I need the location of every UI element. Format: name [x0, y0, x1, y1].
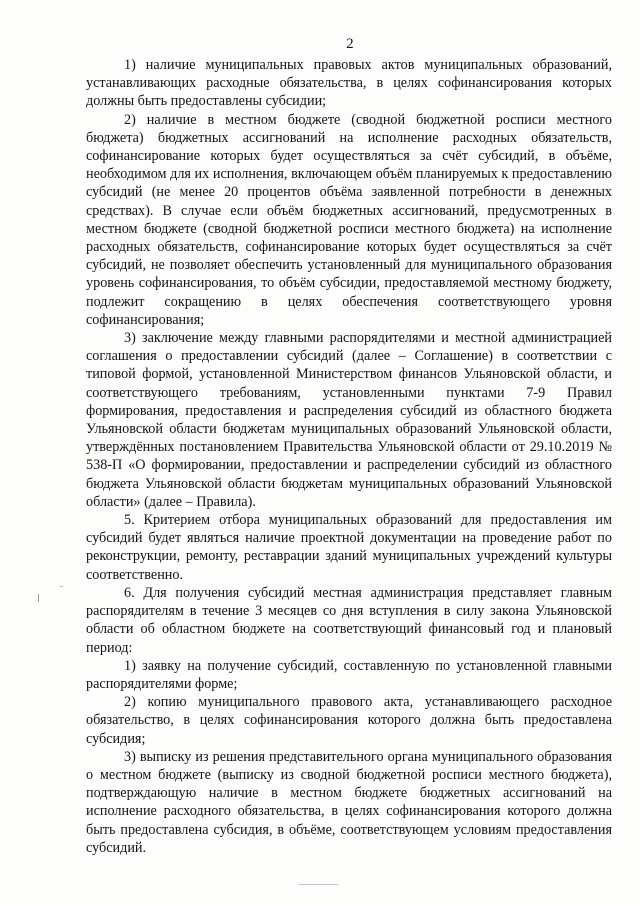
scan-artifact-dash [60, 586, 63, 591]
paragraph-document-2: 2) копию муниципального правового акта, устанавливающего расходное обязательство, в целях софинансирования которого должна быть предоставлена субсидия; [86, 694, 612, 747]
paragraph-condition-1: 1) наличие муниципальных правовых актов муниципальных образований, устанавливающих расходные обязательства, в целях софинансирования которых должны быть предоставлены субсидии; [86, 57, 612, 110]
document-body [86, 56, 612, 857]
paragraph-condition-3: 3) заключение между главными распорядителями и местной администрацией соглашения о предоставлении субсидий (далее – Соглашение) в соответствии с типовой формой, установленной Министерством финансов Ульяновской области, и соответствующего требованиям, установленными пунктами 7-9 Правил формирования, предоставления и распределения субсидий из областного бюджета Ульяновской области бюджетам муниципальных образований Ульяновской области, утверждённых постановлением Правительства Ульяновской области от 29.10.2019 № 538-П «О формировании, предоставлении и распределении субсидий из областного бюджета Ульяновской области бюджетам муниципальных образований Ульяновской области» (далее – Правила). [86, 330, 612, 510]
paragraph-selection-criterion: 5. Критерием отбора муниципальных образований для предоставления им субсидий будет являться наличие проектной документации на проведение работ по реконструкции, ремонту, реставрации зданий муниципальных учреждений культуры соответственно. [86, 512, 612, 583]
paragraph-document-3: 3) выписку из решения представительного органа муниципального образования о местном бюджете (выписку из сводной бюджетной росписи местного бюджета), подтверждающую наличие в местном бюджете бюджетных ассигнований на исполнение расходного обязательства, в целях софинансирования которого должна быть предоставлена субсидия, в объёме, соответствующем условиям предоставления субсидий. [86, 748, 612, 856]
page-number: 2 [346, 36, 354, 52]
paragraph-document-1: 1) заявку на получение субсидий, составленную по установленной главными распорядителями форме; [86, 657, 612, 692]
scan-artifact-mark [38, 594, 42, 602]
scan-artifact-bottom [298, 884, 338, 885]
paragraph-submission-requirements: 6. Для получения субсидий местная администрация представляет главным распорядителям в течение 3 месяцев со дня вступления в силу закона Ульяновской области об областном бюджете на соответствующий финансовый год и плановый период: [86, 584, 612, 656]
paragraph-condition-2: 2) наличие в местном бюджете (сводной бюджетной росписи местного бюджета) бюджетных ассигнований на исполнение расходных обязательств, софинансирование которых будет осуществляться за счёт субсидий, в объёме, необходимом для их исполнения, включающем объём планируемых к предоставлению субсидий (не менее 20 процентов объёма заявленной потребности в денежных средствах). В случае если объём бюджетных ассигнований, предусмотренных в местном бюджете (сводной бюджетной росписи местного бюджета) на исполнение расходных обязательств, софинансирование которых будет осуществляться за счёт субсидий, не позволяет обеспечить установленный для муниципального образования уровень софинансирования, то объём субсидии, предоставляемой местному бюджету, подлежит сокращению в целях обеспечения соответствующего уровня софинансирования; [86, 111, 612, 328]
